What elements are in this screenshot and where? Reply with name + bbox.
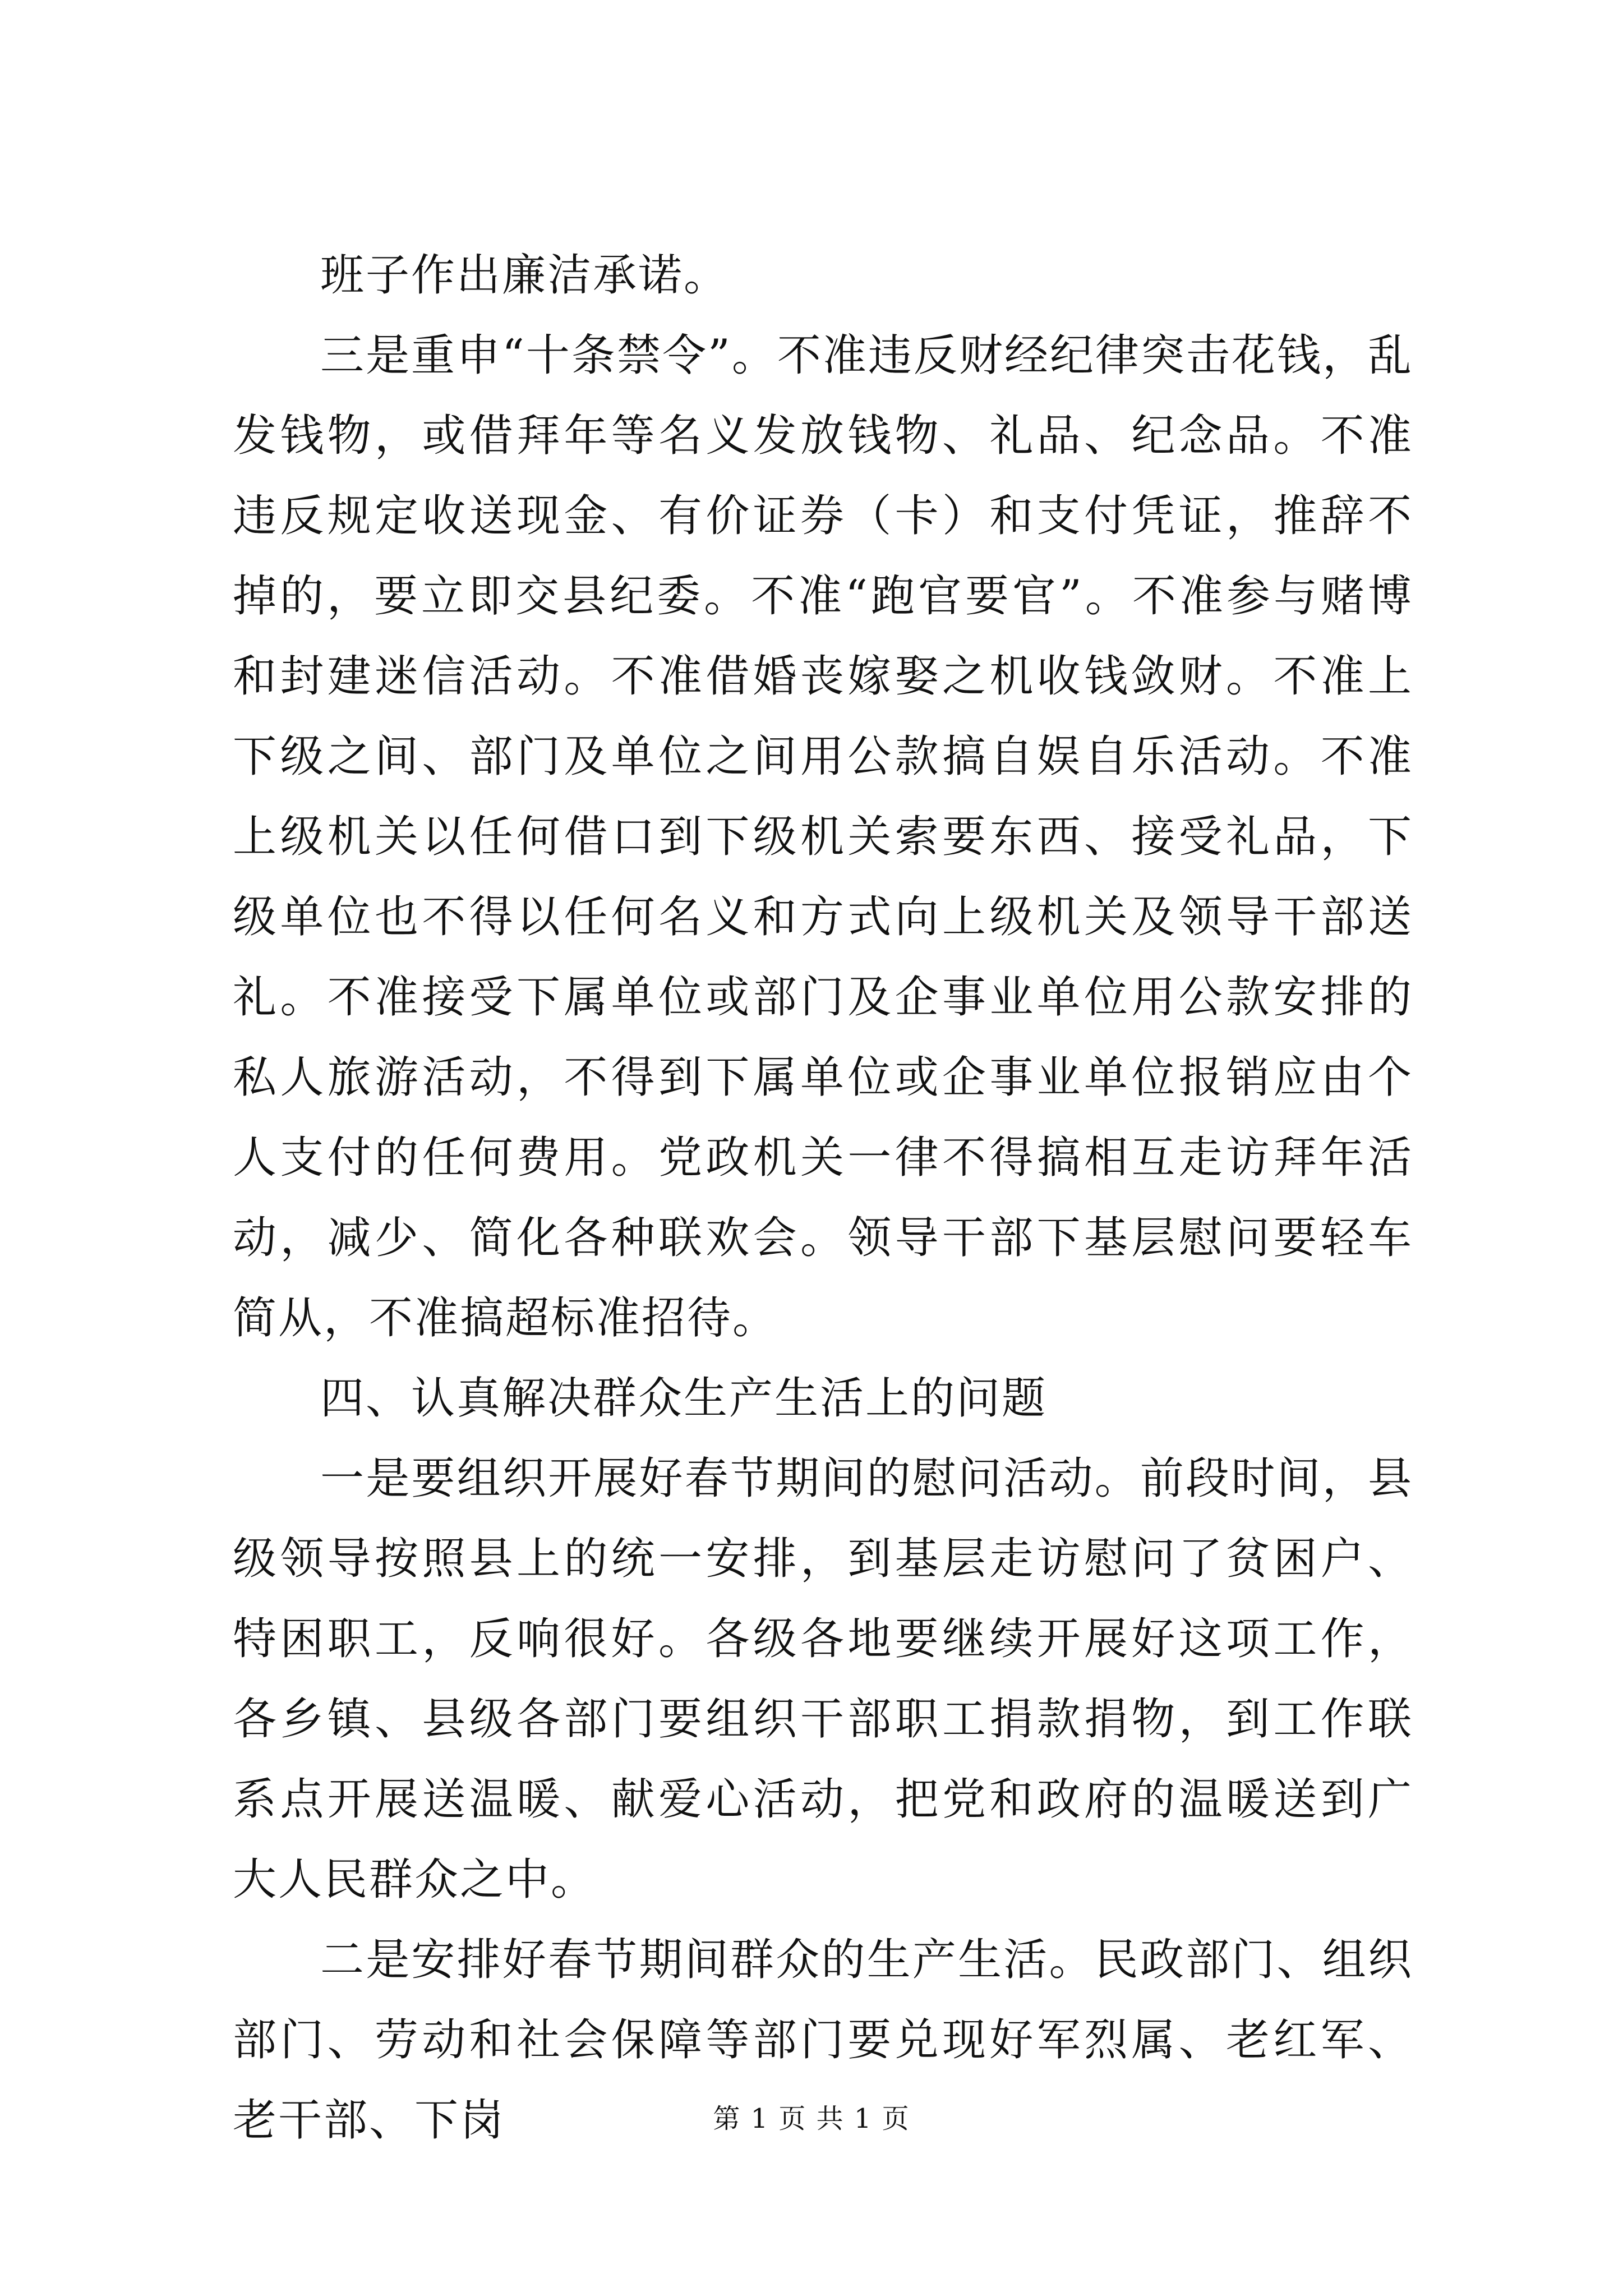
paragraph-condolence-activities: 一是要组织开展好春节期间的慰问活动。前段时间，县级领导按照县上的统一安排，到基层走访慰问了贫困户、特困职工，反响很好。各级各地要继续开展好这项工作，各乡镇、县级各部门要组织干部职工捐款捐物，到工作联系点开展送温暖、献爱心活动，把党和政府的温暖送到广大人民群众之中。 (233, 1453, 1413, 1905)
paragraph-production-life: 二是安排好春节期间群众的生产生活。民政部门、组织部门、劳动和社会保障等部门要兑现好军烈属、老红军、老干部、下岗 (233, 1935, 1413, 2146)
paragraph-ten-prohibitions: 三是重申“十条禁令”。不准违反财经纪律突击花钱，乱发钱物，或借拜年等名义发放钱物、礼品、纪念品。不准违反规定收送现金、有价证券（卡）和支付凭证，推辞不掉的，要立即交县纪委。不准“跑官要官”。不准参与赌博和封建迷信活动。不准借婚丧嫁娶之机收钱敛财。不准上下级之间、部门及单位之间用公款搞自娱自乐活动。不准上级机关以任何借口到下级机关索要东西、接受礼品，下级单位也不得以任何名义和方式向上级机关及领导干部送礼。不准接受下属单位或部门及企事业单位用公款安排的私人旅游活动，不得到下属单位或企事业单位报销应由个人支付的任何费用。党政机关一律不得搞相互走访拜年活动，减少、简化各种联欢会。领导干部下基层慰问要轻车简从，不准搞超标准招待。 (233, 330, 1413, 1343)
page-number-footer: 第 1 页 共 1 页 (713, 2103, 910, 2134)
paragraph-commitment: 班子作出廉洁承诺。 (320, 250, 730, 301)
document-body (233, 236, 1413, 2161)
section-heading-four: 四、认真解决群众生产生活上的问题 (320, 1373, 1048, 1424)
